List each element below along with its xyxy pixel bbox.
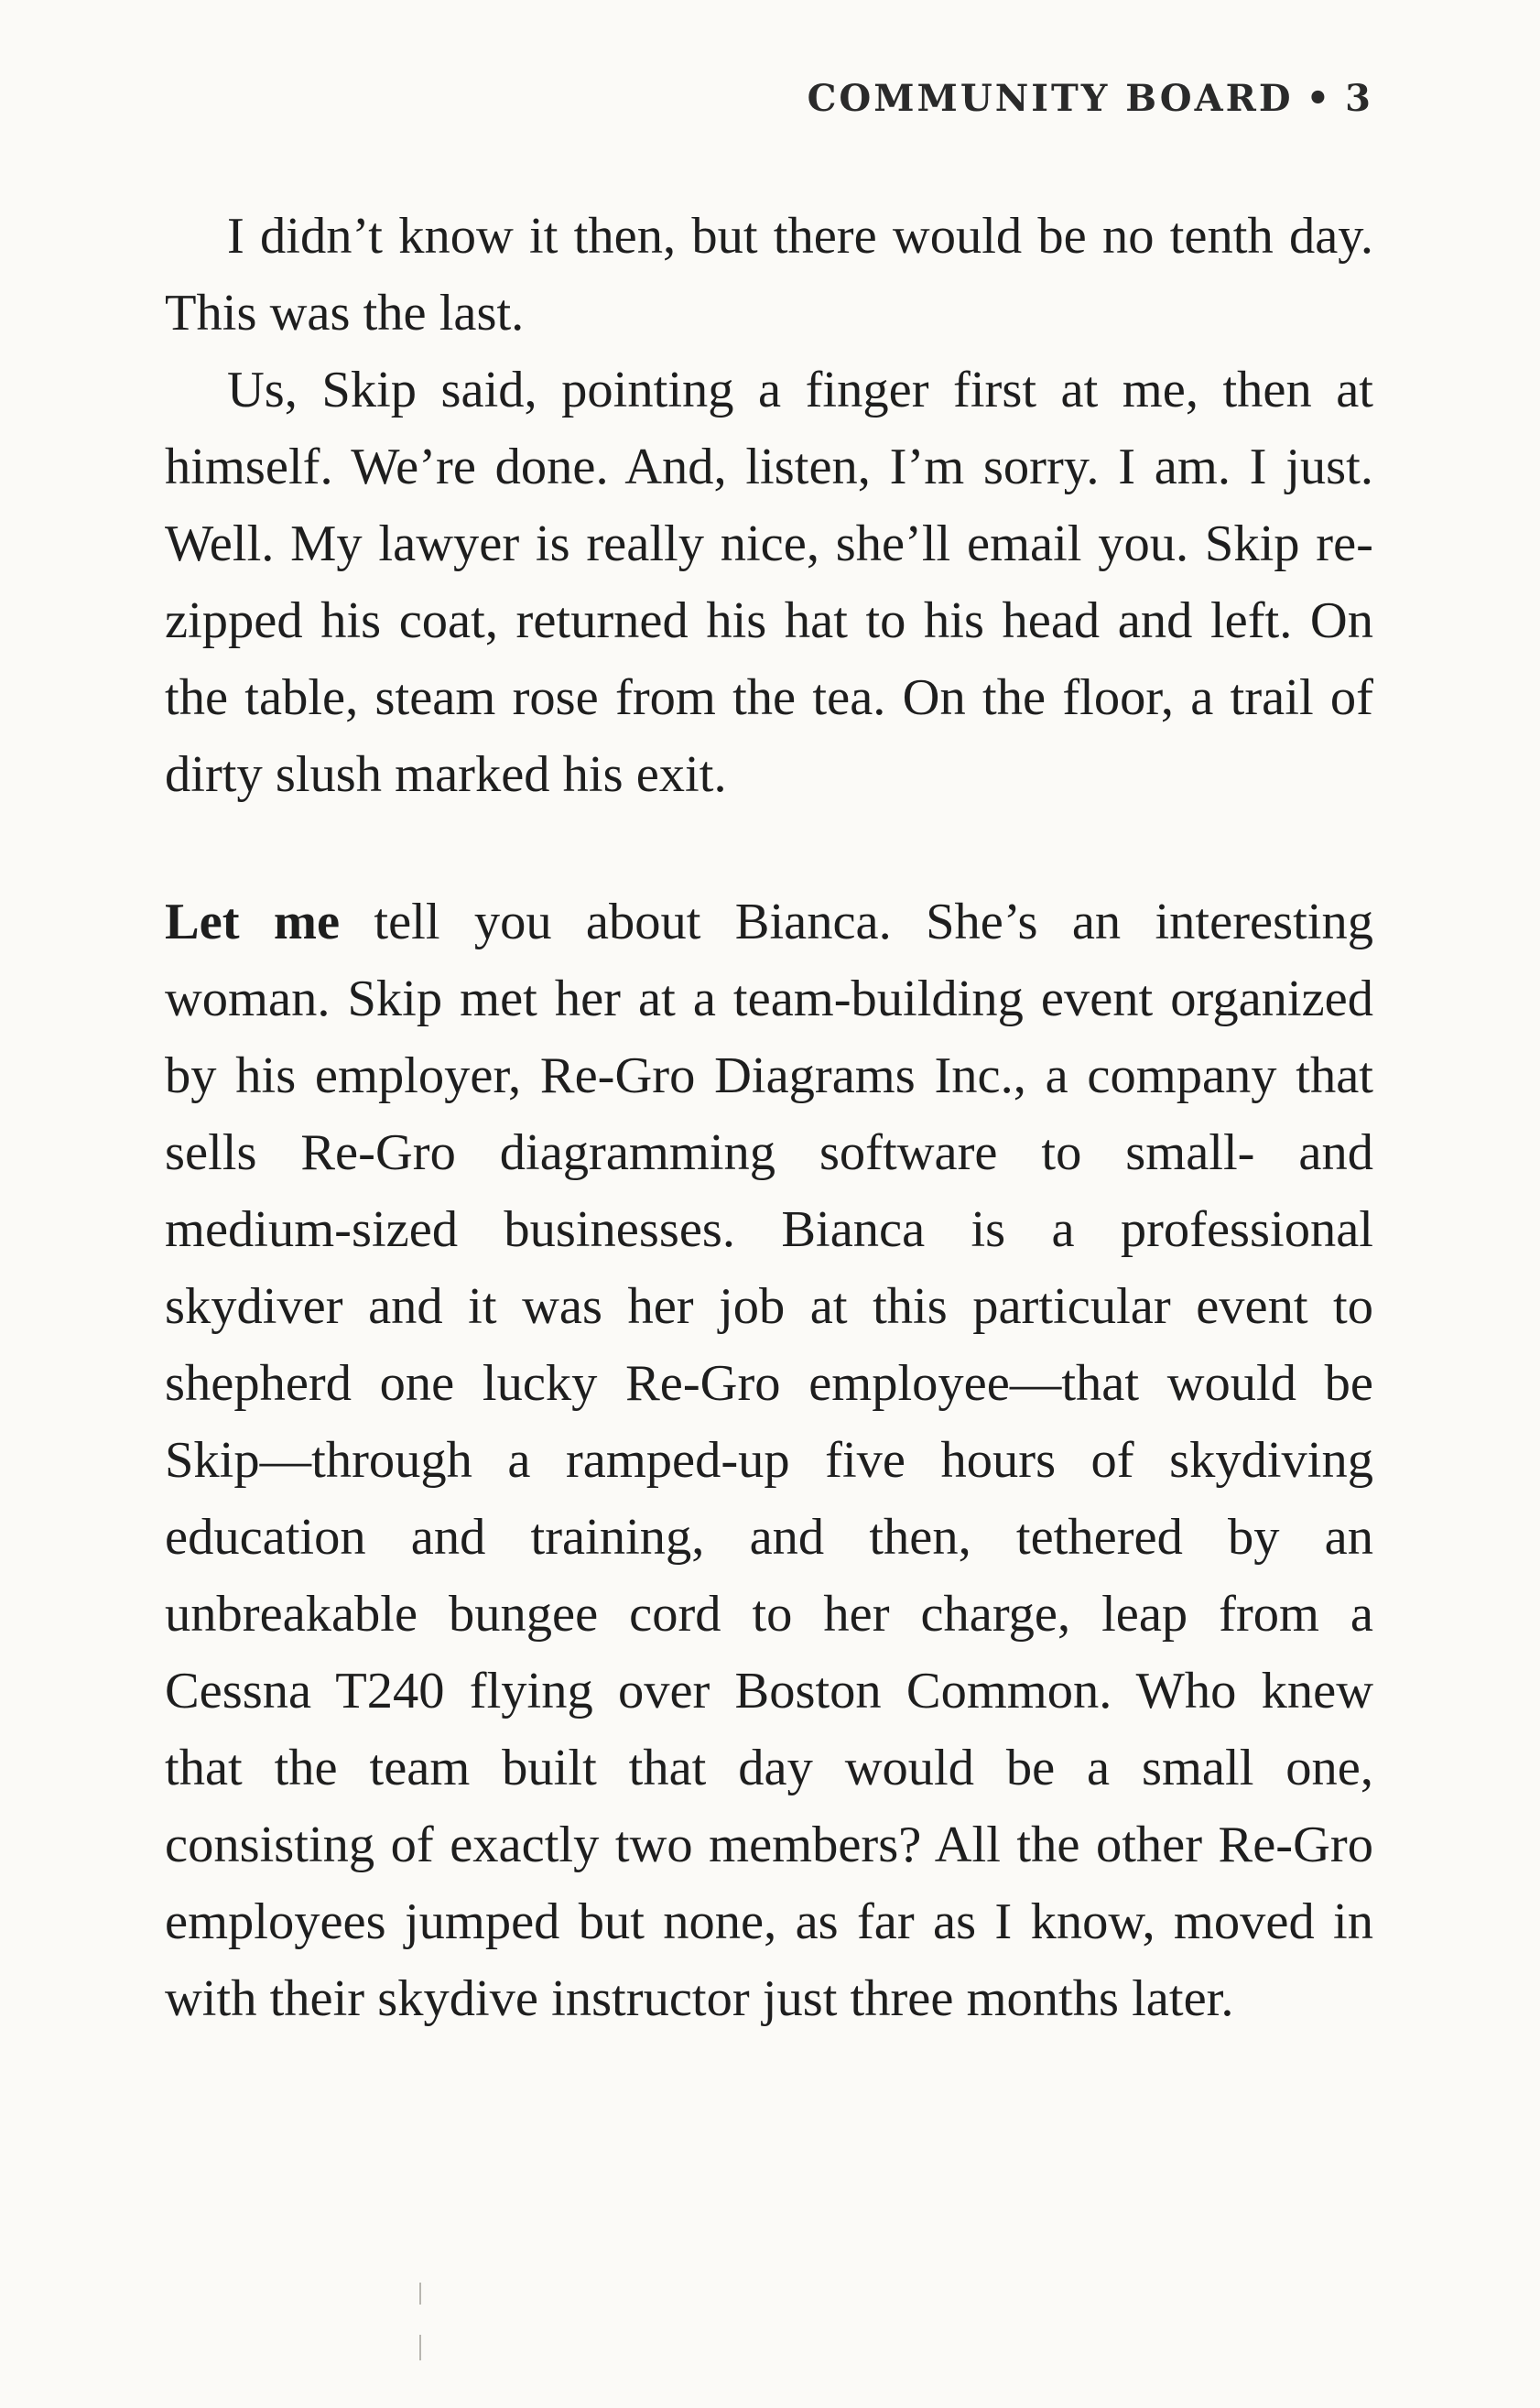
- paragraph-2: Us, Skip said, pointing a finger first at me, then at himself. We’re done. And, listen, I’m sorry. I am. I just. Well. My lawyer is really nice, she’ll email you. Skip re-zipped his coat, returned his hat to his head and left. On the table, steam rose from the tea. On the floor, a trail of dirty slush marked his exit.: [165, 362, 1373, 803]
- page-number: 3: [1345, 77, 1373, 120]
- paragraph-3-text: tell you about Bianca. She’s an interesting woman. Skip met her at a team-building event organized by his employer, Re-Gro Diagrams Inc., a company that sells Re-Gro diagramming software to small- and medium-sized businesses. Bianca is a professional skydiver and it was her job at this particular event to shepherd one lucky Re-Gro employee—that would be Skip—through a ramped-up five hours of skydiving education and training, and then, tethered by an unbreakable bungee cord to her charge, leap from a Cessna T240 flying over Boston Common. Who knew that the team built that day would be a small one, consisting of exactly two members? All the other Re-Gro employees jumped but none, as far as I know, moved in with their skydive instructor just three months later.: [165, 894, 1373, 2027]
- text-section-2: [165, 884, 1373, 2037]
- paragraph-1: I didn’t know it then, but there would be no tenth day. This was the last.: [165, 208, 1373, 342]
- section-title: COMMUNITY BOARD: [807, 77, 1294, 120]
- binding-mark: [419, 2335, 421, 2360]
- binding-mark: [419, 2283, 421, 2305]
- paragraph-3-lead-in: Let me: [165, 894, 341, 950]
- paragraph-3: [165, 884, 1373, 2037]
- text-section-1: [165, 198, 1373, 813]
- running-head: [808, 77, 1373, 120]
- header-separator: •: [1306, 77, 1333, 120]
